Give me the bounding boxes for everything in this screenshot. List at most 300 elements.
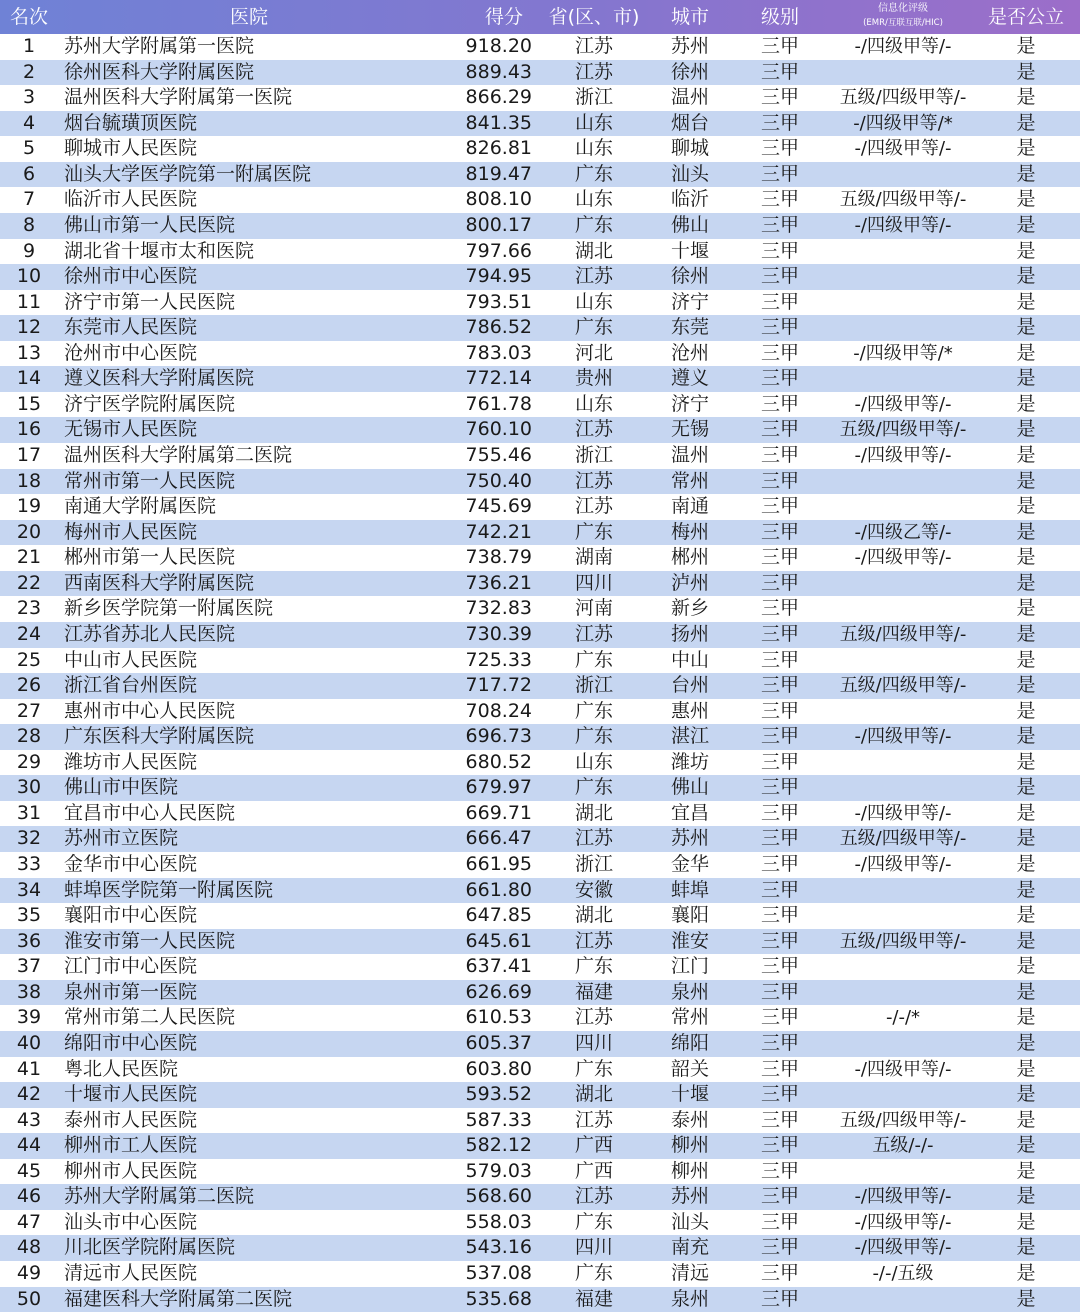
cell-score: 745.69 — [465, 495, 532, 518]
cell-level: 三甲 — [760, 750, 799, 773]
cell-public: 是 — [1016, 674, 1036, 697]
cell-rank: 26 — [16, 674, 42, 697]
cell-province: 江苏 — [574, 622, 613, 645]
cell-hospital: 绵阳市中心医院 — [64, 1031, 198, 1054]
cell-rank: 24 — [16, 622, 42, 645]
cell-public: 是 — [1016, 1057, 1036, 1080]
cell-score: 661.95 — [465, 853, 532, 875]
cell-rank: 42 — [16, 1083, 42, 1106]
cell-rank: 25 — [16, 648, 42, 671]
cell-info-rating: -/四级甲等/- — [854, 1186, 952, 1208]
cell-province: 江苏 — [574, 827, 613, 850]
cell-province: 湖北 — [574, 239, 613, 262]
cell-city: 烟台 — [670, 111, 709, 134]
cell-hospital: 汕头市中心医院 — [64, 1210, 198, 1233]
cell-public: 是 — [1016, 980, 1036, 1003]
cell-hospital: 温州医科大学附属第一医院 — [64, 86, 293, 109]
table-row — [0, 673, 1080, 699]
cell-score: 866.29 — [465, 86, 532, 109]
cell-info-rating: -/四级甲等/- — [854, 1237, 952, 1259]
cell-hospital: 徐州市中心医院 — [64, 265, 198, 288]
cell-level: 三甲 — [760, 290, 799, 313]
table-row — [0, 187, 1080, 213]
cell-city: 苏州 — [670, 827, 709, 850]
cell-public: 是 — [1016, 469, 1036, 492]
cell-level: 三甲 — [760, 111, 799, 134]
cell-level: 三甲 — [760, 980, 799, 1003]
cell-province: 浙江 — [574, 853, 613, 875]
cell-level: 三甲 — [760, 904, 799, 927]
table-row — [0, 111, 1080, 137]
cell-hospital: 泉州市第一医院 — [64, 980, 198, 1003]
table-row — [0, 213, 1080, 239]
cell-public: 是 — [1016, 444, 1036, 466]
cell-info-rating: -/-/* — [885, 1007, 921, 1029]
cell-level: 三甲 — [760, 1185, 799, 1208]
cell-info-rating: -/四级甲等/- — [854, 445, 952, 466]
cell-score: 582.12 — [465, 1134, 532, 1157]
cell-info-rating: -/四级甲等/- — [854, 854, 952, 875]
cell-public: 是 — [1016, 137, 1036, 160]
cell-hospital: 无锡市人民医院 — [64, 418, 198, 441]
cell-province: 江苏 — [574, 418, 613, 441]
cell-level: 三甲 — [760, 546, 799, 569]
cell-score: 750.40 — [465, 469, 532, 492]
table-row — [0, 494, 1080, 520]
cell-public: 是 — [1016, 392, 1036, 415]
cell-level: 三甲 — [760, 392, 799, 415]
cell-city: 泉州 — [670, 1287, 709, 1310]
cell-level: 三甲 — [760, 341, 799, 364]
cell-level: 三甲 — [760, 162, 799, 185]
cell-city: 襄阳 — [670, 904, 709, 927]
cell-score: 568.60 — [465, 1185, 532, 1208]
cell-public: 是 — [1016, 290, 1036, 313]
cell-public: 是 — [1016, 648, 1036, 671]
cell-info-rating: -/四级甲等/- — [854, 802, 952, 824]
cell-hospital: 郴州市第一人民医院 — [64, 546, 236, 569]
cell-level: 三甲 — [760, 674, 799, 697]
cell-info-rating: -/四级甲等/* — [853, 342, 953, 364]
cell-province: 广东 — [574, 955, 613, 978]
cell-hospital: 济宁医学院附属医院 — [64, 392, 236, 415]
cell-score: 730.39 — [465, 622, 532, 645]
cell-rank: 37 — [16, 955, 42, 978]
cell-score: 725.33 — [465, 648, 532, 671]
cell-info-rating: -/四级甲等/- — [854, 726, 952, 748]
cell-score: 708.24 — [465, 699, 532, 722]
cell-city: 湛江 — [670, 725, 709, 748]
cell-info-rating — [834, 750, 972, 776]
cell-rank: 46 — [16, 1185, 42, 1208]
cell-city: 淮安 — [670, 929, 709, 952]
cell-province: 广东 — [574, 520, 613, 543]
table-row — [0, 85, 1080, 111]
cell-rank: 19 — [16, 495, 42, 518]
header-hospital: 医院 — [229, 6, 268, 28]
cell-public: 是 — [1016, 546, 1036, 569]
cell-public: 是 — [1016, 878, 1036, 901]
cell-info-rating — [834, 980, 972, 1006]
cell-info-rating — [834, 775, 972, 801]
cell-city: 沧州 — [670, 341, 709, 364]
table-row — [0, 1287, 1080, 1312]
cell-province: 湖南 — [574, 546, 613, 569]
cell-province: 广东 — [574, 213, 613, 236]
cell-public: 是 — [1016, 418, 1036, 441]
cell-province: 广东 — [574, 1262, 613, 1284]
cell-score: 826.81 — [465, 137, 532, 160]
cell-public: 是 — [1016, 341, 1036, 364]
cell-hospital: 蚌埠医学院第一附属医院 — [64, 878, 274, 901]
cell-score: 736.21 — [465, 571, 532, 594]
header-level: 级别 — [760, 6, 799, 28]
cell-score: 579.03 — [465, 1159, 532, 1182]
cell-rank: 5 — [22, 137, 36, 160]
cell-info-rating — [834, 60, 972, 86]
cell-score: 797.66 — [465, 239, 532, 262]
cell-city: 中山 — [670, 648, 709, 671]
cell-city: 南充 — [670, 1236, 709, 1259]
cell-hospital: 柳州市人民医院 — [64, 1159, 198, 1182]
cell-score: 637.41 — [465, 955, 532, 978]
cell-rank: 18 — [16, 469, 42, 492]
cell-rank: 40 — [16, 1031, 42, 1054]
cell-province: 广东 — [574, 699, 613, 722]
cell-info-rating — [834, 903, 972, 929]
cell-rank: 9 — [22, 239, 36, 262]
cell-city: 济宁 — [670, 392, 709, 415]
cell-hospital: 新乡医学院第一附属医院 — [64, 597, 274, 620]
cell-score: 732.83 — [465, 597, 532, 620]
cell-city: 济宁 — [670, 290, 709, 313]
cell-public: 是 — [1016, 827, 1036, 850]
table-row — [0, 443, 1080, 469]
cell-province: 江苏 — [574, 1006, 613, 1029]
cell-info-rating: 五级/四级甲等/- — [839, 87, 967, 109]
cell-rank: 6 — [22, 162, 36, 185]
cell-city: 惠州 — [670, 699, 709, 722]
cell-public: 是 — [1016, 776, 1036, 799]
cell-province: 四川 — [574, 571, 613, 594]
cell-score: 666.47 — [465, 827, 532, 850]
cell-hospital: 苏州大学附属第二医院 — [64, 1185, 255, 1208]
cell-rank: 8 — [22, 213, 36, 236]
cell-hospital: 泰州市人民医院 — [64, 1108, 198, 1131]
cell-level: 三甲 — [760, 955, 799, 978]
table-row — [0, 520, 1080, 546]
table-row — [0, 162, 1080, 188]
table-row — [0, 290, 1080, 316]
cell-hospital: 宜昌市中心人民医院 — [64, 801, 236, 824]
cell-public: 是 — [1016, 1083, 1036, 1106]
cell-province: 江苏 — [574, 60, 613, 83]
cell-public: 是 — [1016, 904, 1036, 927]
cell-level: 三甲 — [760, 699, 799, 722]
cell-hospital: 沧州市中心医院 — [64, 341, 198, 364]
cell-city: 新乡 — [670, 597, 709, 620]
table-row — [0, 648, 1080, 674]
cell-rank: 36 — [16, 929, 42, 952]
cell-level: 三甲 — [760, 239, 799, 262]
cell-info-rating — [834, 469, 972, 495]
cell-info-rating — [834, 1031, 972, 1057]
cell-rank: 10 — [16, 265, 42, 288]
cell-score: 593.52 — [465, 1083, 532, 1106]
table-row — [0, 571, 1080, 597]
cell-hospital: 常州市第一人民医院 — [64, 469, 236, 492]
cell-hospital: 广东医科大学附属医院 — [64, 725, 255, 748]
header-info-line1: 信息化评级 — [878, 3, 928, 14]
cell-score: 626.69 — [465, 980, 532, 1003]
cell-hospital: 浙江省台州医院 — [64, 674, 198, 697]
cell-hospital: 江门市中心医院 — [64, 955, 198, 978]
cell-score: 889.43 — [465, 60, 532, 83]
cell-city: 台州 — [670, 674, 709, 697]
cell-info-rating: -/四级甲等/- — [854, 138, 952, 160]
table-body — [0, 34, 1080, 1312]
cell-hospital: 佛山市中医院 — [64, 776, 179, 799]
cell-province: 江苏 — [574, 495, 613, 518]
cell-level: 三甲 — [760, 597, 799, 620]
cell-level: 三甲 — [760, 265, 799, 288]
table-row — [0, 60, 1080, 86]
cell-score: 669.71 — [465, 801, 532, 824]
cell-info-rating — [834, 596, 972, 622]
cell-score: 535.68 — [465, 1287, 532, 1310]
cell-public: 是 — [1016, 1210, 1036, 1233]
cell-province: 广西 — [574, 1134, 613, 1157]
cell-province: 四川 — [574, 1031, 613, 1054]
table-row — [0, 34, 1080, 60]
cell-public: 是 — [1016, 853, 1036, 875]
cell-info-rating — [834, 954, 972, 980]
cell-hospital: 清远市人民医院 — [64, 1262, 198, 1284]
cell-province: 安徽 — [574, 878, 613, 901]
cell-info-rating — [834, 571, 972, 597]
cell-level: 三甲 — [760, 1057, 799, 1080]
cell-city: 清远 — [670, 1262, 709, 1284]
table-row — [0, 469, 1080, 495]
cell-level: 三甲 — [760, 622, 799, 645]
cell-rank: 11 — [16, 290, 42, 313]
cell-public: 是 — [1016, 188, 1036, 211]
cell-score: 543.16 — [465, 1236, 532, 1259]
table-row — [0, 954, 1080, 980]
cell-info-rating: -/四级甲等/- — [854, 1211, 952, 1233]
cell-level: 三甲 — [760, 316, 799, 339]
cell-level: 三甲 — [760, 827, 799, 850]
cell-province: 河南 — [574, 597, 613, 620]
cell-province: 广东 — [574, 725, 613, 748]
table-row — [0, 1184, 1080, 1210]
cell-public: 是 — [1016, 1031, 1036, 1054]
cell-province: 广东 — [574, 1210, 613, 1233]
cell-province: 四川 — [574, 1236, 613, 1259]
cell-province: 广东 — [574, 776, 613, 799]
cell-public: 是 — [1016, 1185, 1036, 1208]
table-row — [0, 699, 1080, 725]
cell-score: 610.53 — [465, 1006, 532, 1029]
cell-public: 是 — [1016, 60, 1036, 83]
table-row — [0, 596, 1080, 622]
cell-public: 是 — [1016, 622, 1036, 645]
cell-score: 680.52 — [465, 750, 532, 773]
cell-province: 广东 — [574, 316, 613, 339]
cell-hospital: 金华市中心医院 — [64, 853, 198, 875]
cell-hospital: 烟台毓璜顶医院 — [64, 111, 198, 134]
cell-hospital: 苏州市立医院 — [64, 827, 179, 850]
cell-score: 742.21 — [465, 520, 532, 543]
cell-score: 755.46 — [465, 444, 532, 466]
cell-province: 福建 — [574, 1287, 613, 1310]
cell-province: 江苏 — [574, 265, 613, 288]
cell-level: 三甲 — [760, 86, 799, 109]
cell-public: 是 — [1016, 571, 1036, 594]
cell-rank: 43 — [16, 1108, 42, 1131]
cell-public: 是 — [1016, 955, 1036, 978]
table-row — [0, 1108, 1080, 1134]
cell-public: 是 — [1016, 35, 1036, 57]
cell-level: 三甲 — [760, 801, 799, 824]
cell-info-rating: -/-/五级 — [872, 1263, 934, 1284]
cell-level: 三甲 — [760, 495, 799, 518]
cell-rank: 30 — [16, 776, 42, 799]
cell-score: 841.35 — [465, 111, 532, 134]
cell-info-rating: -/四级甲等/- — [854, 547, 952, 569]
table-row — [0, 1235, 1080, 1261]
cell-rank: 48 — [16, 1236, 42, 1259]
cell-city: 绵阳 — [670, 1031, 709, 1054]
table-row — [0, 1082, 1080, 1108]
cell-public: 是 — [1016, 750, 1036, 773]
cell-rank: 38 — [16, 980, 42, 1003]
table-row — [0, 1031, 1080, 1057]
cell-rank: 20 — [16, 520, 42, 543]
cell-province: 山东 — [574, 392, 613, 415]
cell-city: 宜昌 — [670, 801, 709, 824]
cell-info-rating — [834, 239, 972, 265]
cell-level: 三甲 — [760, 188, 799, 211]
cell-city: 十堰 — [670, 1083, 709, 1106]
cell-city: 江门 — [670, 955, 709, 978]
cell-info-rating: 五级/四级甲等/- — [839, 623, 967, 645]
cell-public: 是 — [1016, 520, 1036, 543]
cell-info-rating — [834, 1287, 972, 1312]
cell-city: 遵义 — [670, 367, 709, 390]
cell-level: 三甲 — [760, 1108, 799, 1131]
cell-rank: 45 — [16, 1159, 42, 1182]
cell-rank: 41 — [16, 1057, 42, 1080]
cell-public: 是 — [1016, 162, 1036, 185]
cell-hospital: 中山市人民医院 — [64, 648, 198, 671]
cell-rank: 2 — [22, 60, 36, 83]
cell-score: 537.08 — [465, 1262, 532, 1284]
table-row — [0, 622, 1080, 648]
cell-hospital: 淮安市第一人民医院 — [64, 929, 236, 952]
table-row — [0, 903, 1080, 929]
header-info-line2: (EMR/互联互联/HIC) — [863, 18, 943, 28]
cell-rank: 32 — [16, 827, 42, 850]
cell-score: 696.73 — [465, 725, 532, 748]
cell-info-rating: -/四级甲等/- — [854, 1058, 952, 1080]
table-row — [0, 392, 1080, 418]
cell-public: 是 — [1016, 725, 1036, 748]
cell-city: 金华 — [670, 853, 709, 875]
cell-rank: 28 — [16, 725, 42, 748]
cell-info-rating: -/四级甲等/- — [854, 36, 952, 57]
cell-city: 苏州 — [670, 1185, 709, 1208]
cell-province: 广东 — [574, 648, 613, 671]
cell-rank: 7 — [22, 188, 36, 211]
cell-public: 是 — [1016, 367, 1036, 390]
cell-rank: 12 — [16, 316, 42, 339]
header-score: 得分 — [484, 6, 523, 28]
cell-city: 汕头 — [670, 1210, 709, 1233]
cell-info-rating: -/四级甲等/- — [854, 393, 952, 415]
cell-info-rating: -/四级甲等/* — [853, 112, 953, 134]
cell-city: 徐州 — [670, 265, 709, 288]
cell-level: 三甲 — [760, 367, 799, 390]
cell-city: 苏州 — [670, 35, 709, 57]
cell-city: 潍坊 — [670, 750, 709, 773]
cell-level: 三甲 — [760, 137, 799, 160]
cell-info-rating — [834, 1082, 972, 1108]
cell-rank: 14 — [16, 367, 42, 390]
cell-level: 三甲 — [760, 418, 799, 441]
cell-province: 浙江 — [574, 86, 613, 109]
table-row — [0, 545, 1080, 571]
cell-hospital: 佛山市第一人民医院 — [64, 213, 236, 236]
cell-city: 聊城 — [670, 137, 709, 160]
cell-hospital: 襄阳市中心医院 — [64, 904, 198, 927]
cell-score: 738.79 — [465, 546, 532, 569]
cell-rank: 16 — [16, 418, 42, 441]
header-city: 城市 — [670, 6, 709, 28]
cell-city: 临沂 — [670, 188, 709, 211]
cell-level: 三甲 — [760, 878, 799, 901]
cell-score: 717.72 — [465, 674, 532, 697]
cell-score: 918.20 — [465, 35, 532, 57]
cell-hospital: 川北医学院附属医院 — [64, 1236, 236, 1259]
cell-info-rating — [834, 1159, 972, 1185]
table-row — [0, 366, 1080, 392]
cell-info-rating: -/四级乙等/- — [854, 521, 952, 543]
cell-rank: 27 — [16, 699, 42, 722]
cell-hospital: 福建医科大学附属第二医院 — [64, 1287, 293, 1310]
cell-province: 广东 — [574, 162, 613, 185]
cell-hospital: 常州市第二人民医院 — [64, 1006, 236, 1029]
cell-public: 是 — [1016, 265, 1036, 288]
cell-city: 汕头 — [670, 162, 709, 185]
cell-score: 800.17 — [465, 213, 532, 236]
cell-province: 广东 — [574, 1057, 613, 1080]
cell-info-rating: 五级/四级甲等/- — [839, 828, 967, 850]
cell-public: 是 — [1016, 699, 1036, 722]
cell-info-rating: 五级/四级甲等/- — [839, 930, 967, 952]
cell-hospital: 临沂市人民医院 — [64, 188, 198, 211]
cell-rank: 4 — [22, 111, 36, 134]
cell-hospital: 粤北人民医院 — [64, 1057, 179, 1080]
table-row — [0, 1133, 1080, 1159]
cell-hospital: 十堰市人民医院 — [64, 1083, 198, 1106]
cell-rank: 44 — [16, 1134, 42, 1157]
cell-rank: 15 — [16, 392, 42, 415]
cell-score: 793.51 — [465, 290, 532, 313]
table-row — [0, 136, 1080, 162]
cell-info-rating — [834, 264, 972, 290]
cell-city: 蚌埠 — [670, 878, 709, 901]
